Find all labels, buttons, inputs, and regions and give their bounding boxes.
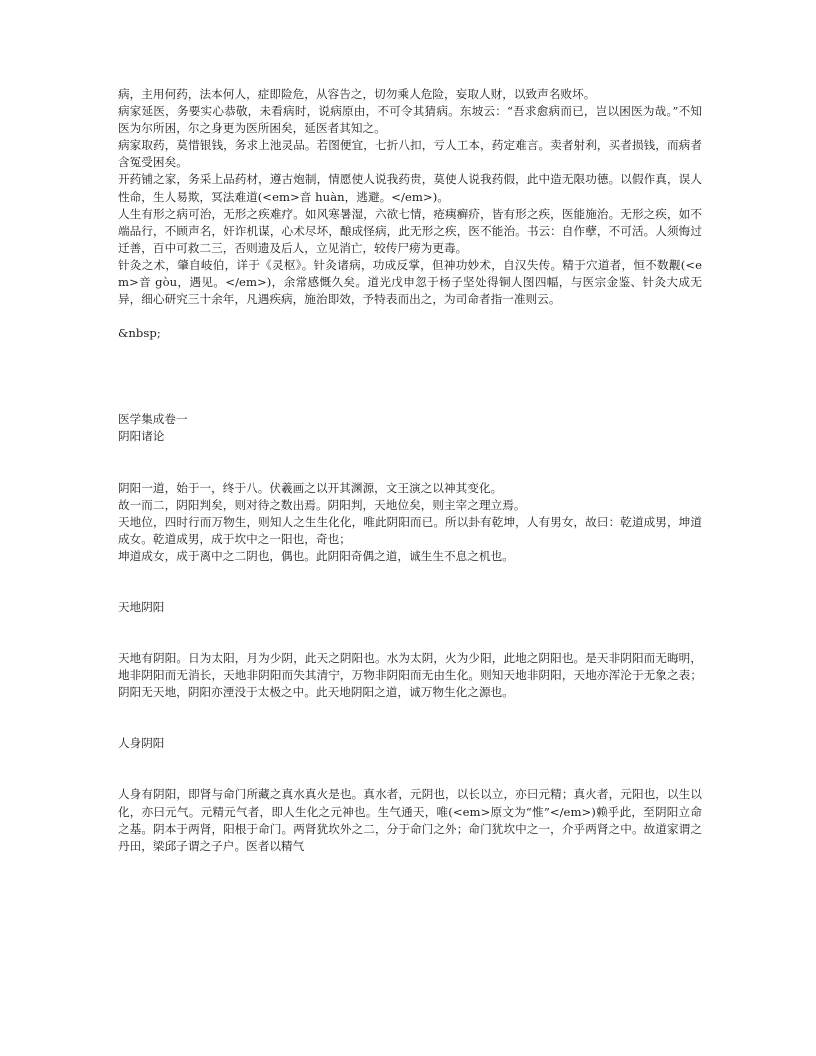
- preface-paragraph: 人生有形之病可治，无形之疾难疗。如风寒暑湿，六欲七情，疮痍癣疥，皆有形之疾，医能施治。无形之疾，如不端品行，不顾声名，奸诈机谋，心术尽坏，酿成怪病，此无形之疾，医不能治。书云：自作孽，不可活。人须悔过迁善，百中可救二三，否则遗及后人，立见消亡，较传尸痨为更毒。: [118, 206, 702, 255]
- spacer: [118, 701, 702, 735]
- spacer: [118, 565, 702, 599]
- preface-paragraph: 病家取药，莫惜银钱，务求上池灵品。若图便宜，七折八扣，亏人工本，药定难言。卖者射利，买者损钱，而病者含冤受困矣。: [118, 138, 702, 170]
- spacer: [118, 308, 702, 325]
- spacer: [118, 342, 702, 411]
- document-content: [118, 86, 702, 855]
- section-heading-renshen-yinyang: 人身阴阳: [118, 736, 165, 751]
- volume-title: 医学集成卷一: [118, 412, 188, 427]
- preface-paragraph: 病家延医，务要实心恭敬，未看病时，说病原由，不可令其猜病。东坡云：“吾求愈病而已，岂以困医为哉。”不知医为尔所困，尔之身更为医所困矣，延医者其知之。: [118, 104, 702, 136]
- preface-paragraph: 开药铺之家，务采上品药材，遵古炮制，情愿使人说我药贵，莫使人说我药假，此中造无限功德。以假作真，误人性命，生人易欺，冥法难道(<em>音 huàn，逃避。</em>)。: [118, 172, 702, 204]
- volume-intro-paragraph: 阴阳一道，始于一，终于八。伏羲画之以开其渊源，文王演之以神其变化。: [118, 480, 503, 495]
- nbsp-literal-text: &nbsp;: [118, 326, 161, 341]
- preface-paragraph: 病，主用何药，法本何人，症即险危，从容告之，切勿乘人危险，妄取人财，以致声名败坏。: [118, 87, 596, 101]
- spacer: [118, 752, 702, 786]
- volume-intro-paragraph: 故一而二，阴阳判矣，则对待之数出焉。阴阳判，天地位矣，则主宰之理立焉。: [118, 497, 526, 512]
- volume-subtitle: 阴阳诸论: [118, 429, 165, 444]
- section-heading-tiandi-yinyang: 天地阴阳: [118, 599, 165, 614]
- section-body-tiandi-yinyang: 天地有阴阳。日为太阳，月为少阴，此天之阴阳也。水为太阴，火为少阳，此地之阴阳也。是天非阴阳而无晦明，地非阴阳而无消长，天地非阴阳而失其清宁，万物非阴阳而无由生化。则知天地非阴阳，天地亦浑沦于无象之表；阴阳无天地，阴阳亦湮没于太极之中。此天地阴阳之道，诚万物生化之源也。: [118, 651, 702, 700]
- preface-paragraph: 针灸之术，肇自岐伯，详于《灵枢》。针灸诸病，功成反掌，但神功妙术，自汉失传。精于穴道者，恒不数觏(<em>音 gòu，遇见。</em>)，余常感慨久矣。道光戊申忽于杨子坚处得铜人图四幅，与医宗金鉴、针灸大成无异，细心研究三十余年，凡遇疾病，施治即效，予特表而出之，为司命者指一准则云。: [118, 257, 702, 307]
- spacer: [118, 446, 702, 480]
- volume-intro-paragraph: 天地位，四时行而万物生，则知人之生生化化，唯此阴阳而已。所以卦有乾坤，人有男女，故曰：乾道成男，坤道成女。乾道成男，成于坎中之一阳也，奇也；: [118, 514, 702, 546]
- volume-intro-paragraph: 坤道成女，成于离中之二阴也，偶也。此阴阳奇偶之道，诚生生不息之机也。: [118, 548, 514, 563]
- spacer: [118, 616, 702, 650]
- section-body-renshen-yinyang: 人身有阴阳，即肾与命门所藏之真水真火是也。真水者，元阴也，以长以立，亦曰元精；真火者，元阳也，以生以化，亦曰元气。元精元气者，即人生化之元神也。生气通天，唯(<em>原文为“惟”</em>)赖乎此，至阴阳立命之基。阴本于两肾，阳根于命门。两肾犹坎外之二，分于命门之外；命门犹坎中之一，介乎两肾之中。故道家谓之丹田，梁邱子谓之子户。医者以精气: [118, 787, 702, 853]
